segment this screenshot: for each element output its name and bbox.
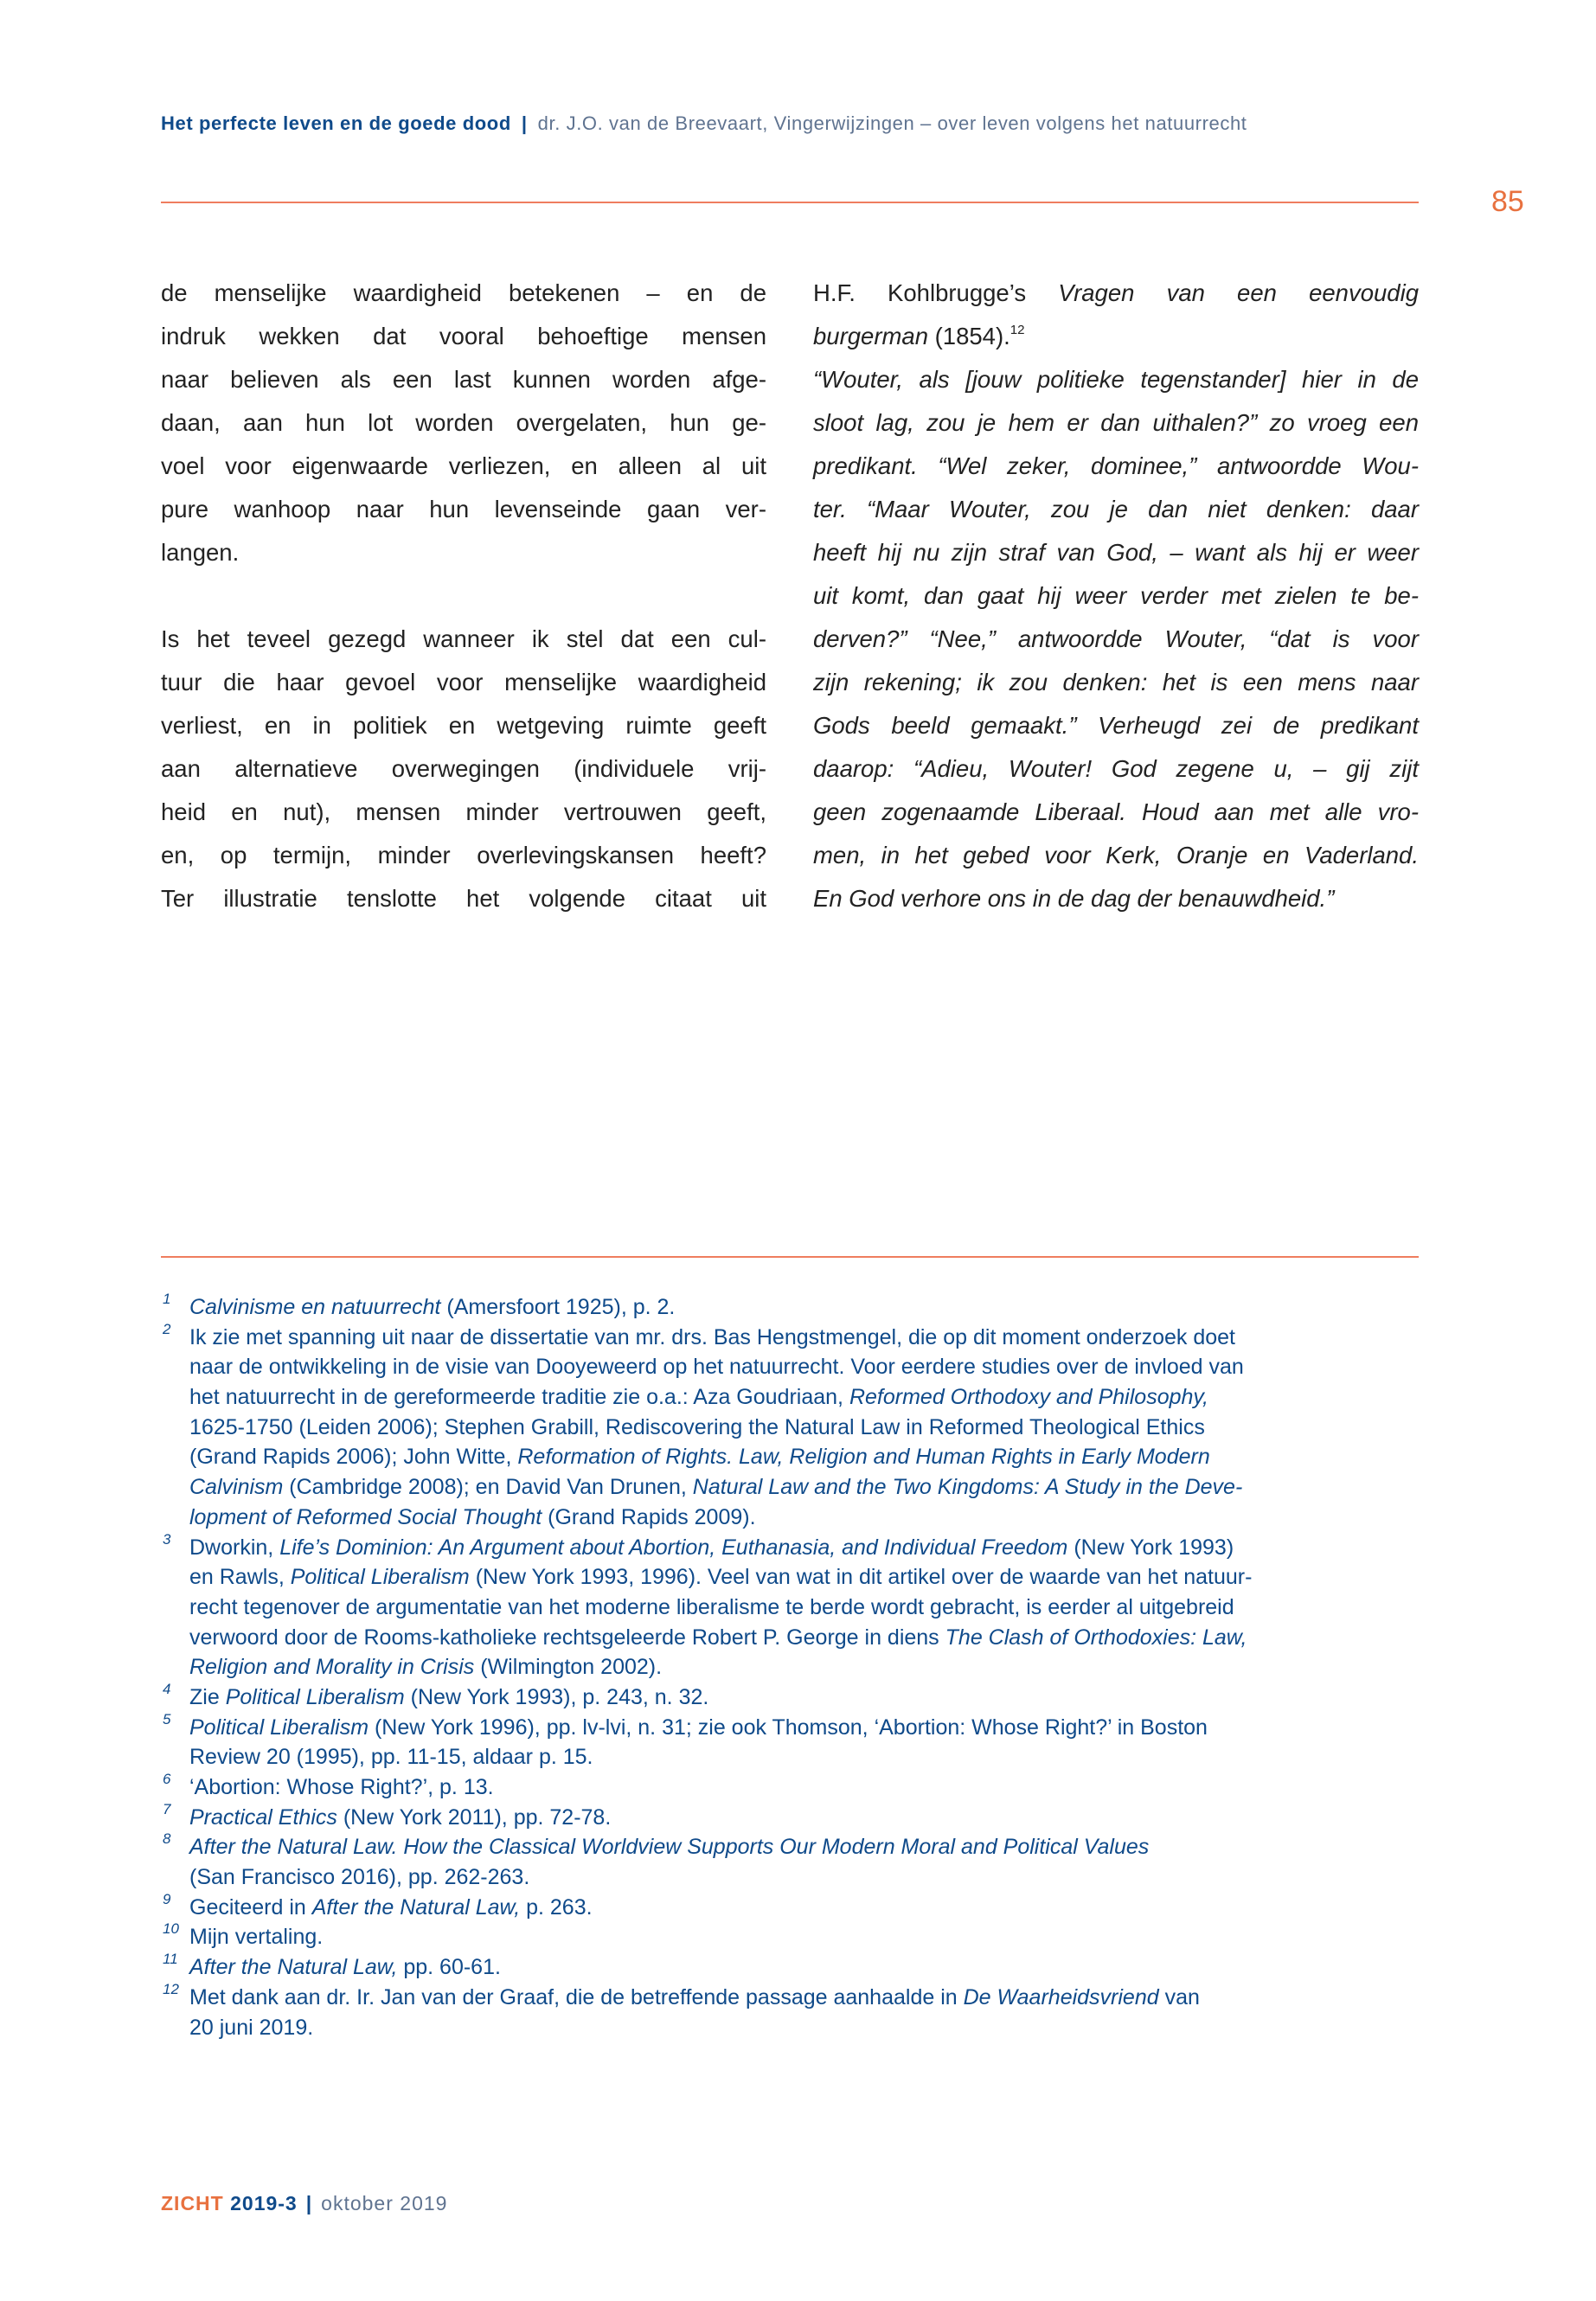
- body-line: [161, 401, 766, 445]
- footnote-line: [161, 1352, 1424, 1382]
- body-line: [161, 272, 766, 315]
- text-run: (Cambridge 2008); en David Van Drunen,: [283, 1475, 693, 1500]
- text-run: sloot lag, zou je hem er dan uithalen?” zo vroeg een: [813, 409, 1419, 436]
- text-run: naar believen als een last kunnen worden afge-: [161, 366, 766, 393]
- issue-date: oktober 2019: [321, 2192, 448, 2214]
- header-separator: |: [521, 112, 528, 134]
- body-line: [161, 704, 766, 747]
- footnote-number: 3: [163, 1530, 171, 1548]
- text-run: predikant. “Wel zeker, dominee,” antwoordde Wou-: [813, 452, 1419, 479]
- text-run: (Grand Rapids 2009).: [542, 1504, 756, 1529]
- footnote-number: 4: [163, 1680, 171, 1697]
- text-run: Reformed Orthodoxy and Philosophy,: [849, 1385, 1208, 1410]
- text-run: Calvinism: [189, 1475, 284, 1500]
- text-run: het natuurrecht in de gereformeerde traditie zie o.a.: Aza Goudriaan,: [189, 1385, 849, 1410]
- footer: [161, 2192, 447, 2215]
- footnote-line: [161, 1772, 1424, 1803]
- body-line: [161, 488, 766, 531]
- footnotes: [161, 1292, 1424, 2042]
- body-line: [161, 531, 766, 574]
- body-column-left: [161, 272, 766, 920]
- text-run: Mijn vertaling.: [189, 1925, 324, 1950]
- body-line: [161, 661, 766, 704]
- quote-line: [813, 661, 1419, 704]
- text-run: Reformation of Rights. Law, Religion and Human Rights in Early Modern: [517, 1445, 1210, 1470]
- text-run: After the Natural Law,: [189, 1955, 398, 1980]
- quote-line: [813, 877, 1419, 920]
- footnote-line: [161, 1413, 1424, 1443]
- magazine-name: ZICHT: [161, 2192, 224, 2214]
- quote-line: [813, 747, 1419, 791]
- footnote-number: 1: [163, 1291, 171, 1307]
- text-run: Geciteerd in: [189, 1894, 312, 1920]
- text-run: men, in het gebed voor Kerk, Oranje en Vaderland.: [813, 842, 1419, 868]
- text-run: Political Liberalism: [290, 1565, 470, 1590]
- text-run: (Wilmington 2002).: [474, 1655, 663, 1680]
- text-run: recht tegenover de argumentatie van het moderne liberalisme te berde wordt gebracht, is eerder al uitgebreid: [189, 1594, 1234, 1619]
- quote-line: [813, 488, 1419, 531]
- footnote-number: 12: [163, 1980, 179, 1997]
- body-line: [161, 618, 766, 661]
- page-number: 85: [1491, 185, 1524, 218]
- text-run: Dworkin,: [189, 1535, 280, 1560]
- text-run: 1625-1750 (Leiden 2006); Stephen Grabill, Rediscovering the Natural Law in Reformed Theological Ethics: [189, 1414, 1205, 1439]
- text-run: verwoord door de Rooms-katholieke rechtsgeleerde Robert P. George in diens: [189, 1625, 945, 1650]
- footnote-line: [161, 1382, 1424, 1413]
- article-subtitle: dr. J.O. van de Breevaart, Vingerwijzingen – over leven volgens het natuurrecht: [537, 112, 1247, 134]
- text-run: Life’s Dominion: An Argument about Abortion, Euthanasia, and Individual Freedom: [279, 1535, 1068, 1560]
- text-run: en Rawls,: [189, 1565, 291, 1590]
- running-header: [161, 112, 1247, 135]
- text-run: Natural Law and the Two Kingdoms: A Study in the Deve-: [692, 1475, 1243, 1500]
- text-run: (New York 1996), pp. lv-lvi, n. 31; zie ook Thomson, ‘Abortion: Whose Right?’ in Boston: [369, 1715, 1208, 1740]
- quote-line: [813, 401, 1419, 445]
- body-line: [813, 315, 1419, 358]
- text-run: van: [1158, 1984, 1200, 2009]
- text-run: verliest, en in politiek en wetgeving ruimte geeft: [161, 712, 766, 739]
- body-line: [161, 358, 766, 401]
- footnote-line: [161, 1472, 1424, 1503]
- footnote-line: [161, 1593, 1424, 1623]
- footnote-line: [161, 1442, 1424, 1472]
- footnote-rule: [161, 1256, 1419, 1258]
- article-title: Het perfecte leven en de goede dood: [161, 112, 511, 134]
- quote-line: [813, 791, 1419, 834]
- text-run: en, op termijn, minder overlevingskansen heeft?: [161, 842, 766, 868]
- footnote-line: [161, 1503, 1424, 1533]
- text-run: voel voor eigenwaarde verliezen, en alleen al uit: [161, 452, 766, 479]
- text-run: de menselijke waardigheid betekenen – en de: [161, 279, 766, 306]
- text-run: lopment of Reformed Social Thought: [189, 1504, 542, 1529]
- text-run: (New York 1993, 1996). Veel van wat in dit artikel over de waarde van het natuur-: [469, 1565, 1253, 1590]
- text-run: (Grand Rapids 2006); John Witte,: [189, 1445, 518, 1470]
- footer-separator: |: [305, 2192, 313, 2214]
- quote-line: [813, 574, 1419, 618]
- footnote-number: 5: [163, 1710, 171, 1727]
- body-column-right: [813, 272, 1419, 920]
- text-run: uit komt, dan gaat hij weer verder met zielen te be-: [813, 582, 1419, 609]
- body-line: [161, 877, 766, 920]
- text-run: (New York 2011), pp. 72-78.: [337, 1804, 612, 1830]
- text-run: Review 20 (1995), pp. 11-15, aldaar p. 15.: [189, 1745, 593, 1770]
- footnote-line: [161, 1710, 1424, 1743]
- footnote-line: [161, 1742, 1424, 1772]
- footnote-line: [161, 1952, 1424, 1983]
- text-run: Gods beeld gemaakt.” Verheugd zei de predikant: [813, 712, 1419, 739]
- text-run: (Amersfoort 1925), p. 2.: [440, 1295, 676, 1319]
- footnote-line: [161, 1562, 1424, 1593]
- text-run: Political Liberalism: [189, 1715, 369, 1740]
- footnote-line: [161, 1652, 1424, 1682]
- text-run: zijn rekening; ik zou denken: het is een mens naar: [813, 669, 1419, 695]
- text-run: (1854).: [928, 323, 1010, 349]
- text-run: De Waarheidsvriend: [963, 1984, 1159, 2009]
- text-run: Is het teveel gezegd wanneer ik stel dat een cul-: [161, 625, 766, 652]
- text-run: (San Francisco 2016), pp. 262-263.: [189, 1865, 530, 1890]
- text-run: ter. “Maar Wouter, zou je dan niet denken: daar: [813, 496, 1419, 522]
- quote-line: [813, 834, 1419, 877]
- text-run: ‘Abortion: Whose Right?’, p. 13.: [189, 1775, 494, 1799]
- quote-line: [813, 704, 1419, 747]
- footnote-line: [161, 1862, 1424, 1893]
- footnote-reference[interactable]: 12: [1010, 323, 1025, 337]
- footnote-number: 7: [163, 1800, 171, 1817]
- footnote-line: [161, 1922, 1424, 1952]
- quote-line: [813, 531, 1419, 574]
- text-run: (New York 1993), p. 243, n. 32.: [404, 1684, 709, 1709]
- text-run: The Clash of Orthodoxies: Law,: [945, 1625, 1247, 1650]
- text-run: Met dank aan dr. Ir. Jan van der Graaf, die de betreffende passage aanhaalde in: [189, 1984, 964, 2009]
- footnote-line: [161, 1682, 1424, 1713]
- text-run: langen.: [161, 539, 240, 566]
- text-run: Ik zie met spanning uit naar de dissertatie van mr. drs. Bas Hengstmengel, die op dit moment onderzoek doet: [189, 1324, 1235, 1349]
- body-line: [813, 272, 1419, 315]
- text-run: p. 263.: [520, 1894, 593, 1920]
- text-run: geen zogenaamde Liberaal. Houd aan met alle vro-: [813, 798, 1419, 825]
- text-run: tuur die haar gevoel voor menselijke waardigheid: [161, 669, 766, 695]
- text-run: Zie: [189, 1684, 226, 1709]
- text-run: Vragen van een eenvoudig: [1058, 279, 1420, 306]
- text-run: After the Natural Law. How the Classical Worldview Supports Our Modern Moral and Political Values: [189, 1835, 1150, 1860]
- text-run: H.F. Kohlbrugge’s: [813, 279, 1059, 306]
- body-line: [161, 747, 766, 791]
- text-run: aan alternatieve overwegingen (individuele vrij-: [161, 755, 766, 782]
- text-run: Calvinisme en natuurrecht: [189, 1295, 441, 1319]
- text-run: Practical Ethics: [189, 1804, 337, 1830]
- text-run: burgerman: [813, 323, 928, 349]
- text-run: En God verhore ons in de dag der benauwdheid.”: [813, 885, 1335, 912]
- footnote-line: [161, 2013, 1424, 2043]
- paragraph-gap: [161, 574, 766, 618]
- text-run: heeft hij nu zijn straf van God, – want als hij er weer: [813, 539, 1419, 566]
- body-line: [161, 445, 766, 488]
- text-run: pp. 60-61.: [397, 1955, 501, 1980]
- quote-line: [813, 358, 1419, 401]
- text-run: derven?” “Nee,” antwoordde Wouter, “dat is voor: [813, 625, 1419, 652]
- text-run: Religion and Morality in Crisis: [189, 1655, 475, 1680]
- footnote-number: 6: [163, 1771, 171, 1787]
- footnote-line: [161, 1320, 1424, 1353]
- quote-line: [813, 445, 1419, 488]
- header-rule: [161, 202, 1419, 203]
- body-line: [161, 834, 766, 877]
- footnote-number: 9: [163, 1890, 171, 1907]
- text-run: daarop: “Adieu, Wouter! God zegene u, – gij zijt: [813, 755, 1419, 782]
- footnote-number: 11: [163, 1951, 178, 1968]
- text-run: indruk wekken dat vooral behoeftige mensen: [161, 323, 766, 349]
- footnote-number: 8: [163, 1830, 171, 1848]
- footnote-line: [161, 1530, 1424, 1563]
- text-run: “Wouter, als [jouw politieke tegenstander] hier in de: [813, 366, 1419, 393]
- footnote-line: [161, 1623, 1424, 1653]
- text-run: 20 juni 2019.: [189, 2015, 314, 2040]
- issue-number: 2019-3: [230, 2192, 298, 2214]
- footnote-line: [161, 1800, 1424, 1833]
- text-run: naar de ontwikkeling in de visie van Dooyeweerd op het natuurrecht. Voor eerdere studies over de invloed van: [189, 1355, 1244, 1380]
- footnote-line: [161, 1292, 1424, 1323]
- quote-line: [813, 618, 1419, 661]
- footnote-line: [161, 1890, 1424, 1923]
- text-run: Political Liberalism: [225, 1684, 405, 1709]
- text-run: heid en nut), mensen minder vertrouwen geeft,: [161, 798, 766, 825]
- footnote-number: 10: [163, 1920, 179, 1938]
- text-run: Ter illustratie tenslotte het volgende citaat uit: [161, 885, 766, 912]
- text-run: After the Natural Law,: [311, 1894, 521, 1920]
- body-line: [161, 315, 766, 358]
- text-run: daan, aan hun lot worden overgelaten, hun ge-: [161, 409, 766, 436]
- footnote-number: 2: [163, 1320, 171, 1337]
- body-line: [161, 791, 766, 834]
- text-run: (New York 1993): [1067, 1535, 1234, 1560]
- text-run: pure wanhoop naar hun levenseinde gaan ver-: [161, 496, 766, 522]
- footnote-line: [161, 1980, 1424, 2013]
- footnote-line: [161, 1832, 1424, 1862]
